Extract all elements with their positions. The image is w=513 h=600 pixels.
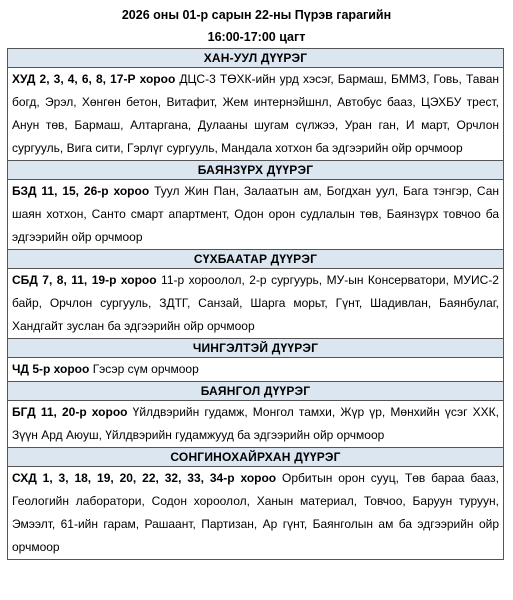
- district-row: [8, 49, 504, 68]
- district-areas: [8, 401, 504, 448]
- district-name: ЧИНГЭЛТЭЙ ДҮҮРЭГ: [8, 339, 504, 358]
- khoroo-label: СХД 1, 3, 18, 19, 20, 22, 32, 33, 34-р хороо: [12, 471, 277, 485]
- district-name: БАЯНЗҮРХ ДҮҮРЭГ: [8, 161, 504, 180]
- district-areas: [8, 180, 504, 250]
- district-areas: [8, 68, 504, 161]
- area-list: Орбитын орон сууц, Төв бараа бааз, Геологийн лаборатори, Содон хороолол, Ханын материал, Товчоо, Баруун туруун, Эмээлт, 61-ийн гарам, Рашаант, Партизан, Ар гүнт, Баянголын ам ба эдгээрийн ойр орчмоор: [12, 471, 499, 554]
- district-areas: [8, 269, 504, 339]
- district-name: СҮХБААТАР ДҮҮРЭГ: [8, 250, 504, 269]
- area-list: Гэсэр сүм орчмоор: [92, 362, 199, 376]
- area-list: ДЦС-3 ТӨХК-ийн урд хэсэг, Бармаш, БММЗ, Говь, Таван богд, Эрэл, Хөнгөн бетон, Витафит, Жем интернэйшнл, Автобус бааз, ЦЭХБУ трест, Анун төв, Бармаш, Алтаргана, Дулааны шугам сүлжээ, Уран ган, И март, Орчлон сургууль, Вига сити, Гэрлүг сургууль, Мандала хотхон ба эдгээрийн ойр орчмоор: [12, 72, 500, 155]
- areas-row: [8, 467, 504, 560]
- district-row: [8, 339, 504, 358]
- areas-row: [8, 180, 504, 250]
- outage-table: [7, 48, 504, 560]
- district-name: БАЯНГОЛ ДҮҮРЭГ: [8, 382, 504, 401]
- district-row: [8, 448, 504, 467]
- district-areas: [8, 467, 504, 560]
- khoroo-label: БГД 11, 20-р хороо: [12, 405, 128, 419]
- khoroo-label: ХУД 2, 3, 4, 6, 8, 17-Р хороо: [12, 72, 176, 86]
- khoroo-label: ЧД 5-р хороо: [12, 362, 90, 376]
- areas-row: [8, 401, 504, 448]
- khoroo-label: БЗД 11, 15, 26-р хороо: [12, 184, 150, 198]
- areas-row: [8, 68, 504, 161]
- district-row: [8, 382, 504, 401]
- notice-time: 16:00-17:00 цагт: [207, 30, 306, 44]
- district-row: [8, 161, 504, 180]
- area-list: Үйлдвэрийн гудамж, Монгол тамхи, Жүр үр, Мөнхийн үсэг ХХК, Зүүн Ард Аюуш, Үйлдвэрийн гудамжууд ба эдгээрийн ойр орчмоор: [12, 405, 499, 442]
- district-name: ХАН-УУЛ ДҮҮРЭГ: [8, 49, 504, 68]
- area-list: 11-р хороолол, 2-р сургуурь, МУ-ын Консерватори, МУИС-2 байр, Орчлон сургууль, ЗДТГ, Санзай, Шарга морьт, Гүнт, Шадивлан, Баянбулаг, Хандгайт зуслан ба эдгээрийн ойр орчмоор: [12, 273, 499, 333]
- notice-title: 2026 оны 01-р сарын 22-ны Пүрэв гарагийн: [121, 8, 392, 22]
- areas-row: [8, 358, 504, 382]
- district-name: СОНГИНОХАЙРХАН ДҮҮРЭГ: [8, 448, 504, 467]
- khoroo-label: СБД 7, 8, 11, 19-р хороо: [12, 273, 157, 287]
- area-list: Туул Жин Пан, Залаатын ам, Богдхан уул, Бага тэнгэр, Сан шаян хотхон, Санто смарт апартмент, Одон орон судлалын төв, Баянзүрх товчоо ба эдгээрийн ойр орчмоор: [12, 184, 499, 244]
- areas-row: [8, 269, 504, 339]
- district-areas: [8, 358, 504, 382]
- district-row: [8, 250, 504, 269]
